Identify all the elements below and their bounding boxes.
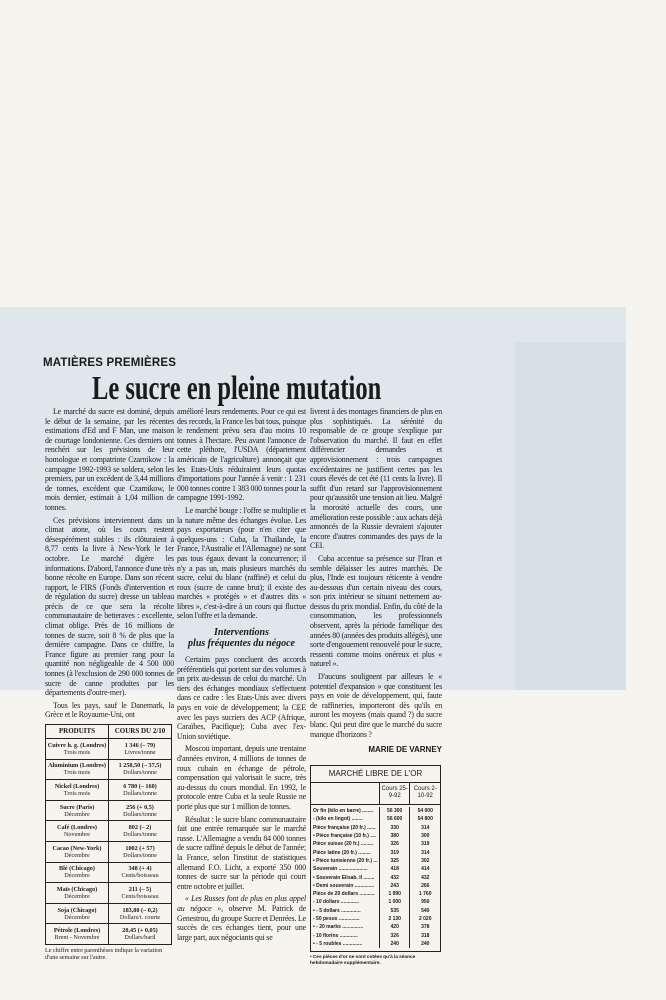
price-old: 1 990 [379,890,410,898]
table-row [311,907,440,915]
coin-name: Pièce latine (20 fr.) ......... [313,849,371,856]
price-cell [109,862,172,883]
table-header [311,783,440,805]
price-old: 432 [379,874,410,882]
price-cell [109,924,172,945]
table-row [311,923,440,931]
paragraph-quote [177,894,306,942]
product-cell [46,924,109,945]
coin-name: - (kilo en lingot) ........ [313,816,363,823]
price-old: 326 [379,932,410,940]
article-column-2 [177,407,306,945]
price-new: 266 [409,882,440,890]
coin-name: • - 5 dollars .............. [313,907,361,914]
table-row [311,915,440,923]
product-name: Aluminium (Londres) [48,762,106,770]
price-new: 314 [409,824,440,832]
paragraph: Ces prévisions interviennent dans un climat atone, où les cours restent désespérément stables : ils clôturaient à 8,77 cents la livre à New-York le 1er octobre. Le marché digère les informations. D'abord, l'annonce d'une très bonne récolte en Europe. Dans son récent rapport, le FIRS (Fonds d'intervention et de régulation du sucre) dresse un tableau précis de ce que sera la récolte communautaire de betteraves : excellente, climat oblige. Près de 16 millions de tonnes de sucre, soit 8 % de plus que la dernière campagne. Dans ce chiffre, la France figure au premier rang pour la quantité non négligeable de 4 500 000 tonnes (à l'exclusion de 290 000 tonnes de sucre de canne produites par les départements d'outre-mer). [45,515,174,698]
product-term: Trois mois [63,748,91,756]
subheading [177,627,306,649]
coin-name: Pièce de 20 dollars ........... [313,891,375,898]
price-old: 56 300 [379,807,410,815]
price-unit: Dollars/tonne [123,851,157,859]
author-byline: MARIE DE VARNEY [368,745,442,755]
product-name: Café (Londres) [57,824,97,832]
coin-name: • Pièce française (10 fr.) .... [313,833,376,840]
background-photo-building [515,342,626,690]
table-row [311,940,440,948]
price-old: 325 [379,857,410,865]
table-row [311,815,440,823]
product-name: Sucre (Paris) [59,803,95,811]
gold-market-table [310,765,441,952]
product-cell [46,759,109,780]
paragraph: Le marché du sucre est dominé, depuis le début de la semaine, par les récentes estimations d'Ed and F Man, une maison de courtage londonienne. Ces derniers ont renchéri sur les prévisions de leur homologue et compatriote Czarnikow : la campagne 1992-1993 se soldera, selon les premiers, par un excédent de 3,44 millions de tonnes, excédent que Czarnikow, le mois dernier, estimait à 1,04 million de tonnes. [45,407,174,512]
price-new: 540 [409,907,440,915]
header-spacer [311,783,379,804]
price-cell [109,780,172,801]
article-column-1 [45,407,174,961]
price-new: 54 800 [409,815,440,823]
product-cell [46,780,109,801]
paragraph: livrent à des montages financiers de plus en plus sophistiqués. La sérénité du responsable de ce groupe s'explique par l'observation du marché. Il faut en effet différencier demandes et approvisionnement : trois campagnes excédentaires ne justifient certes pas les cours élevés de cet été (11 cents la livre). Il suffit d'un retard sur l'approvisionnement pour qu'aussitôt une tension ait lieu. Malgré la morosité actuelle des cours, une amélioration reste possible : aux achats déjà annoncés de la Russie devraient s'ajouter encore d'autres commandes des pays de la CEI. [310,407,442,551]
price-new: 54 000 [409,807,440,815]
section-label: MATIÈRES PREMIÈRES [43,357,177,369]
coin-name: Pièce suisse (20 fr.) ......... [313,841,374,848]
table-row [46,759,172,780]
price-unit: Dollars/tonne [123,810,157,818]
coin-name: - 10 dollars ............. [313,899,359,906]
price-cell [109,903,172,924]
paragraph: Le marché bouge : l'offre se multiplie et la nature même des échanges évolue. Les pays exportateurs (pour n'en citer que quelques-uns : Cuba, la Thaïlande, la France, l'Australie et l'Allemagne) ne sont pas tous égaux devant la concurrence; il n'y a pas un, mais plusieurs marchés du sucre, celui du blanc (raffiné) et celui du roux (sucre de canne brut); il existe des marchés « protégés » et d'autres dits « libres », c'est-à-dire à un cours qui fluctue selon l'offre et la demande. [177,505,306,621]
price-unit: Dollars/tonne [123,831,157,839]
price-cell [109,821,172,842]
coin-name: Or fin (kilo en barre) ........ [313,808,374,815]
product-cell [46,883,109,904]
paragraph: D'aucuns soulignent par ailleurs le « potentiel d'expansion » que constituent les pays en voie de développement, qui, faute de raffineries, importeront dès qu'ils en auront les moyens (mais quand ?) du sucre blanc. Qui peut dire que le marché du sucre manque d'horizons ? [310,672,442,739]
product-term: Brent - Novembre [54,934,100,942]
subheading-line: Interventions [213,627,269,639]
table-row [311,898,440,906]
coin-name: Pièce française (20 fr.) ...... [313,824,376,831]
price-value: 256 (+ 0,5) [126,803,154,811]
product-cell [46,862,109,883]
price-new: 1 760 [409,890,440,898]
quote: « Les Russes font de plus en plus appel au négoce » [177,894,306,913]
price-cell [109,883,172,904]
article-column-3 [310,407,442,967]
subheading-line: plus fréquentes du négoce [188,638,295,650]
price-new: 378 [409,923,440,931]
table-row [46,862,172,883]
price-cell [109,800,172,821]
table-row [311,890,440,898]
price-unit: Dollars/tonne [123,789,157,797]
product-name: Blé (Chicago) [59,865,95,873]
product-term: Trois mois [63,789,91,797]
table-row [311,840,440,848]
table-title: MARCHÉ LIBRE DE L'OR [311,766,440,783]
coin-name: - 10 florins ............. [313,932,358,939]
coin-name: • Demi souverain .............. [313,882,375,889]
table-row [311,882,440,890]
table-footnote: • Ces pièces d'or ne sont cotées qu'à la séance hebdomadaire supplémentaire. [310,955,416,967]
table-row [46,841,172,862]
product-cell [46,903,109,924]
table-row [311,807,440,815]
table-row [46,739,172,760]
table-row [311,832,440,840]
price-new: 300 [409,832,440,840]
table-row [46,924,172,945]
table-row [46,883,172,904]
column-header: PRODUITS [46,725,109,739]
price-new: 240 [409,940,440,948]
paragraph: Résultat : le sucre blanc communautaire fait une entrée remarquée sur le marché russe. L'Allemagne a vendu 84 000 tonnes de sucre raffiné depuis le début de l'année; la France, selon l'institut de statistiques allemand F.O. Licht, a exporté 350 000 tonnes de sucre sur la période qui court entre octobre et juillet. [177,814,306,891]
table-footnote: Le chiffre entre parenthèses indique la variation d'une semaine sur l'autre. [45,946,163,961]
product-cell [46,821,109,842]
product-name: Maïs (Chicago) [56,885,98,893]
price-value: 802 (– 2) [128,824,152,832]
product-cell [46,800,109,821]
price-value: 6 780 (– 160) [123,782,157,790]
commodity-prices-table [45,724,172,945]
price-cell [109,739,172,760]
table-row [46,800,172,821]
table-row [311,874,440,882]
price-old: 380 [379,832,410,840]
paragraph: Cuba accentue sa présence sur l'Iran et semble délaisser les autres marchés. De plus, l'Inde est toujours réticente à vendre au-dessous d'un certain niveau des cours, son prix intérieur se situant nettement au-dessus du prix mondial. Enfin, du côté de la consommation, les professionnels observent, après la période famélique des années 80 (années des produits allégés), une sorte d'engouement renouvelé pour le sucre, ressenti comme moins onéreux et plus « naturel ». [310,553,442,669]
price-new: 314 [409,849,440,857]
product-name: Cacao (New-York) [52,844,102,852]
price-cell [109,841,172,862]
price-old: 535 [379,907,410,915]
product-term: Décembre [64,872,90,880]
price-value: 183,80 (– 0,2) [122,906,158,914]
price-old: 240 [379,940,410,948]
price-unit: Dollars/baril [124,934,156,942]
product-cell [46,739,109,760]
product-name: Soja (Chicago) [57,906,97,914]
table-row [311,849,440,857]
column-header: COURS DU 2/10 [109,725,172,739]
price-cell [109,759,172,780]
table-row [46,821,172,842]
price-new: 432 [409,874,440,882]
paragraph: Certains pays concluent des accords préférentiels qui portent sur des volumes à un prix au-dessus de celui du marché. Un tiers des échanges mondiaux s'effectuent dans ce cadre : les Etats-Unis avec divers pays en voie de développement; la CEE avec les pays sucriers des ACP (Afrique, Caraïbes, Pacifique); Cuba avec l'ex-Union soviétique. [177,655,306,741]
table-row [311,865,440,873]
quote-continuation: , observe M. Patrick de Genestrou, du groupe Sucre et Denrées. Le succès de ces échanges tient, pour une large part, aux négociants qui se [177,903,306,942]
price-unit: Dollars/tonne [123,769,157,777]
product-name: Cuivre h. g. (Londres) [47,741,107,749]
table-row [311,932,440,940]
price-unit: Cents/boisseau [121,892,159,900]
coin-name: • Pièce tunisienne (20 fr.) ... [313,857,378,864]
price-unit: Dollars/t. courte [119,913,161,921]
price-old: 243 [379,882,410,890]
price-value: 348 (+ 4) [128,865,152,873]
price-old: 326 [379,840,410,848]
price-value: 20,45 (+ 0,05) [122,927,158,935]
product-term: Novembre [63,831,91,839]
product-term: Trois mois [63,769,91,777]
table-row [311,824,440,832]
column-header: Cours 2-10-92 [409,783,440,804]
paragraph: Moscou important, depuis une trentaine d'années environ, 4 millions de tonnes de roux cubain en échange de pétrole, compensation qui valorisait le sucre, très au-dessus du cours mondial. En 1992, le protocole entre Cuba et la seule Russie ne porte plus que sur 1 million de tonnes. [177,744,306,811]
price-old: 418 [379,865,410,873]
product-term: Décembre [64,913,90,921]
table-row [46,903,172,924]
product-cell [46,841,109,862]
column-header: Cours 25-9-92 [379,783,410,804]
product-term: Décembre [64,892,90,900]
product-term: Décembre [64,851,90,859]
price-old: 56 600 [379,815,410,823]
price-unit: Cents/boisseau [121,872,159,880]
price-new: 318 [409,932,440,940]
price-value: 1002 (+ 57) [125,844,155,852]
product-name: Pétrole (Londres) [53,927,101,935]
paragraph: Tous les pays, sauf le Danemark, la Grèce et le Royaume-Uni, ont [45,700,174,720]
price-value: 1 346 (– 79) [124,741,156,749]
coin-name: Souverain ..................... [313,866,368,873]
product-name: Nickel (Londres) [54,782,100,790]
coin-name: • - 5 roubles .............. [313,940,363,947]
coin-name: • - 20 marks ............... [313,924,364,931]
price-new: 2 020 [409,915,440,923]
price-old: 1 000 [379,898,410,906]
price-value: 1 258,50 (– 37,5) [118,762,162,770]
coin-name: - 50 pesos ............... [313,916,360,923]
price-old: 330 [379,824,410,832]
price-old: 420 [379,923,410,931]
price-new: 950 [409,898,440,906]
table-row [46,780,172,801]
price-new: 302 [409,857,440,865]
price-new: 319 [409,840,440,848]
price-unit: Livres/tonne [124,748,156,756]
headline: Le sucre en pleine mutation [92,370,382,407]
price-new: 414 [409,865,440,873]
price-old: 319 [379,849,410,857]
paragraph: amélioré leurs rendements. Pour ce qui est des records, la France les bat tous, puisque le rendement prévu sera d'au moins 10 tonnes à l'hectare. Peu avant l'annonce de cette pléthore, l'USDA (département américain de l'agriculture) annonçait que les Etats-Unis réduiraient leurs quotas d'importations pour l'année à venir : 1 231 000 tonnes contre 1 383 000 tonnes pour la campagne 1991-1992. [177,407,306,503]
price-old: 2 130 [379,915,410,923]
table-row [311,857,440,865]
product-term: Décembre [64,810,90,818]
price-value: 211 (– 5) [128,885,152,893]
coin-name: • Souverain Elisab. II ........ [313,874,375,881]
